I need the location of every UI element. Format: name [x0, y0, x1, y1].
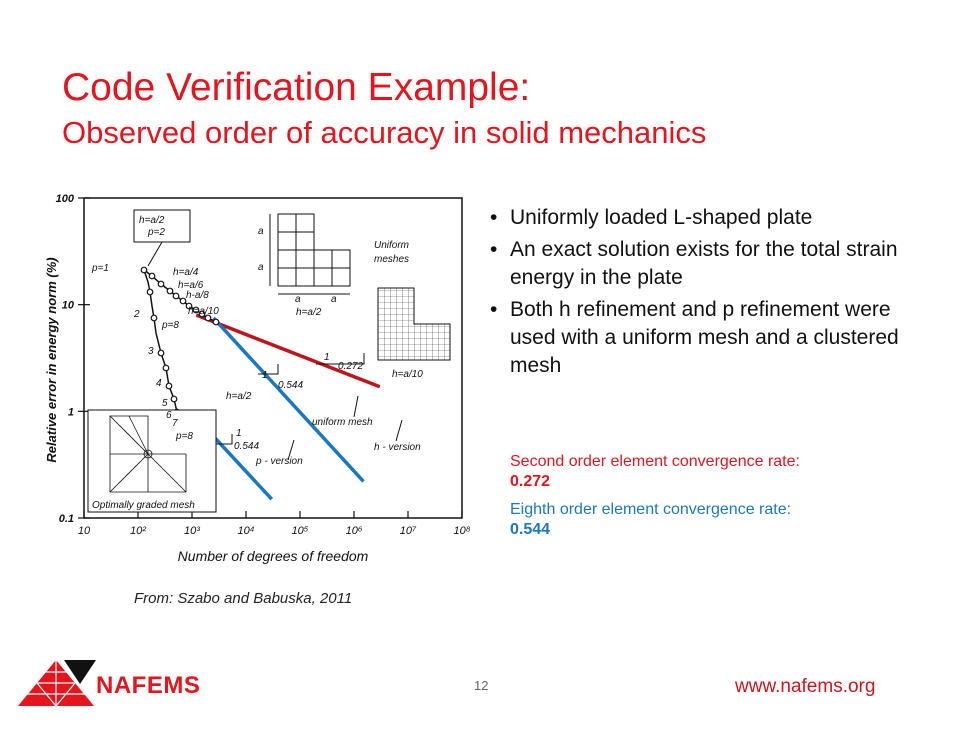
- chart-annotation: 2: [134, 309, 140, 320]
- chart-annotation: h=a/4: [173, 267, 199, 278]
- y-tick-label: 10: [61, 299, 74, 312]
- data-point: [166, 383, 172, 389]
- y-tick-label: 100: [55, 193, 74, 205]
- bullet-item: • Both h refinement and p refinement were used with a uniform mesh and a clustered mesh: [490, 298, 899, 377]
- eighth-order-rate-value: 0.544: [510, 521, 551, 538]
- chart-annotation: 1: [236, 428, 242, 439]
- second-order-rate-label: Second order element convergence rate:: [510, 453, 800, 470]
- slide-title: Code Verification Example:: [62, 66, 531, 109]
- data-point: [149, 273, 155, 279]
- chart-annotation: h=a/6: [178, 280, 204, 291]
- data-point: [171, 396, 177, 402]
- chart-annotation: p=8: [162, 320, 179, 331]
- x-tick-label: 10⁸: [453, 525, 471, 537]
- chart-annotation: h-a/8: [186, 290, 209, 301]
- chart-annotation: 3: [148, 346, 154, 357]
- footer-url[interactable]: www.nafems.org: [735, 676, 876, 697]
- chart-annotation: h - version: [374, 442, 421, 453]
- data-point: [180, 298, 186, 304]
- bullet-list: [488, 204, 908, 384]
- y-axis-label: Relative error in energy norm (%): [44, 257, 59, 463]
- data-point: [173, 293, 179, 299]
- chart-annotation: a: [258, 262, 264, 273]
- data-point: [151, 315, 157, 321]
- chart-annotation: a: [258, 226, 264, 237]
- chart-annotation: 1: [324, 352, 330, 363]
- x-tick-label: 10⁷: [399, 525, 417, 537]
- chart-annotation: uniform mesh: [312, 417, 373, 428]
- chart-annotation: a: [295, 294, 301, 305]
- bullet-item: • An exact solution exists for the total strain energy in the plate: [490, 238, 898, 289]
- x-tick-label: 10²: [130, 525, 146, 537]
- x-tick-label: 10⁴: [237, 525, 255, 537]
- data-point: [147, 289, 153, 295]
- x-tick-label: 10⁶: [345, 525, 363, 537]
- chart-annotation: 1: [262, 370, 268, 381]
- slide-subtitle: Observed order of accuracy in solid mechanics: [62, 115, 707, 150]
- source-note: From: Szabo and Babuska, 2011: [134, 590, 353, 607]
- chart-annotation: a: [331, 294, 337, 305]
- chart-annotation: 4: [156, 378, 162, 389]
- nafems-logo-icon: [16, 658, 96, 708]
- chart-annotation: 0.544: [234, 441, 260, 452]
- data-point: [213, 319, 219, 325]
- data-point: [158, 281, 164, 287]
- chart-annotation: p - version: [256, 456, 303, 467]
- logo-text: NAFEMS: [96, 672, 201, 699]
- bullet-item: • Uniformly loaded L-shaped plate: [490, 206, 813, 229]
- chart-annotation: meshes: [374, 254, 410, 265]
- chart-annotation: 5: [162, 398, 168, 409]
- data-point: [158, 350, 164, 356]
- chart-annotation: Uniform: [374, 240, 410, 251]
- graded-mesh-box: [88, 410, 216, 512]
- page-number: 12: [474, 678, 489, 693]
- data-point: [141, 267, 147, 273]
- second-order-rate-value: 0.272: [510, 473, 551, 490]
- eighth-order-rate: [510, 500, 791, 540]
- chart-annotation: h=a/10: [392, 369, 423, 380]
- chart-annotation: p=8: [176, 431, 193, 442]
- data-point: [163, 365, 169, 371]
- chart-annotation: 7: [172, 418, 178, 429]
- chart-annotation: p=1: [92, 263, 109, 274]
- x-axis-label: Number of degrees of freedom: [177, 548, 369, 564]
- y-tick-label: 0.1: [58, 513, 74, 525]
- chart-annotation: 6: [166, 410, 172, 421]
- convergence-chart: [36, 188, 476, 574]
- x-tick-label: 10: [77, 525, 91, 537]
- chart-annotation: p=2: [148, 227, 165, 238]
- y-tick-label: 1: [67, 406, 74, 419]
- chart-annotation: h=a/10: [188, 306, 219, 317]
- chart-annotation: 0.544: [278, 380, 304, 391]
- chart-annotation: 0.272: [338, 361, 364, 372]
- second-order-rate: [510, 452, 800, 492]
- data-point: [167, 288, 173, 294]
- chart-annotation: h=a/2: [226, 391, 252, 402]
- x-tick-label: 10⁵: [291, 525, 309, 537]
- chart-annotation: Optimally graded mesh: [92, 500, 195, 511]
- chart-annotation: h=a/2: [296, 307, 322, 318]
- eighth-order-rate-label: Eighth order element convergence rate:: [510, 501, 792, 518]
- chart-annotation: h=a/2: [139, 215, 165, 226]
- x-tick-label: 10³: [184, 525, 200, 537]
